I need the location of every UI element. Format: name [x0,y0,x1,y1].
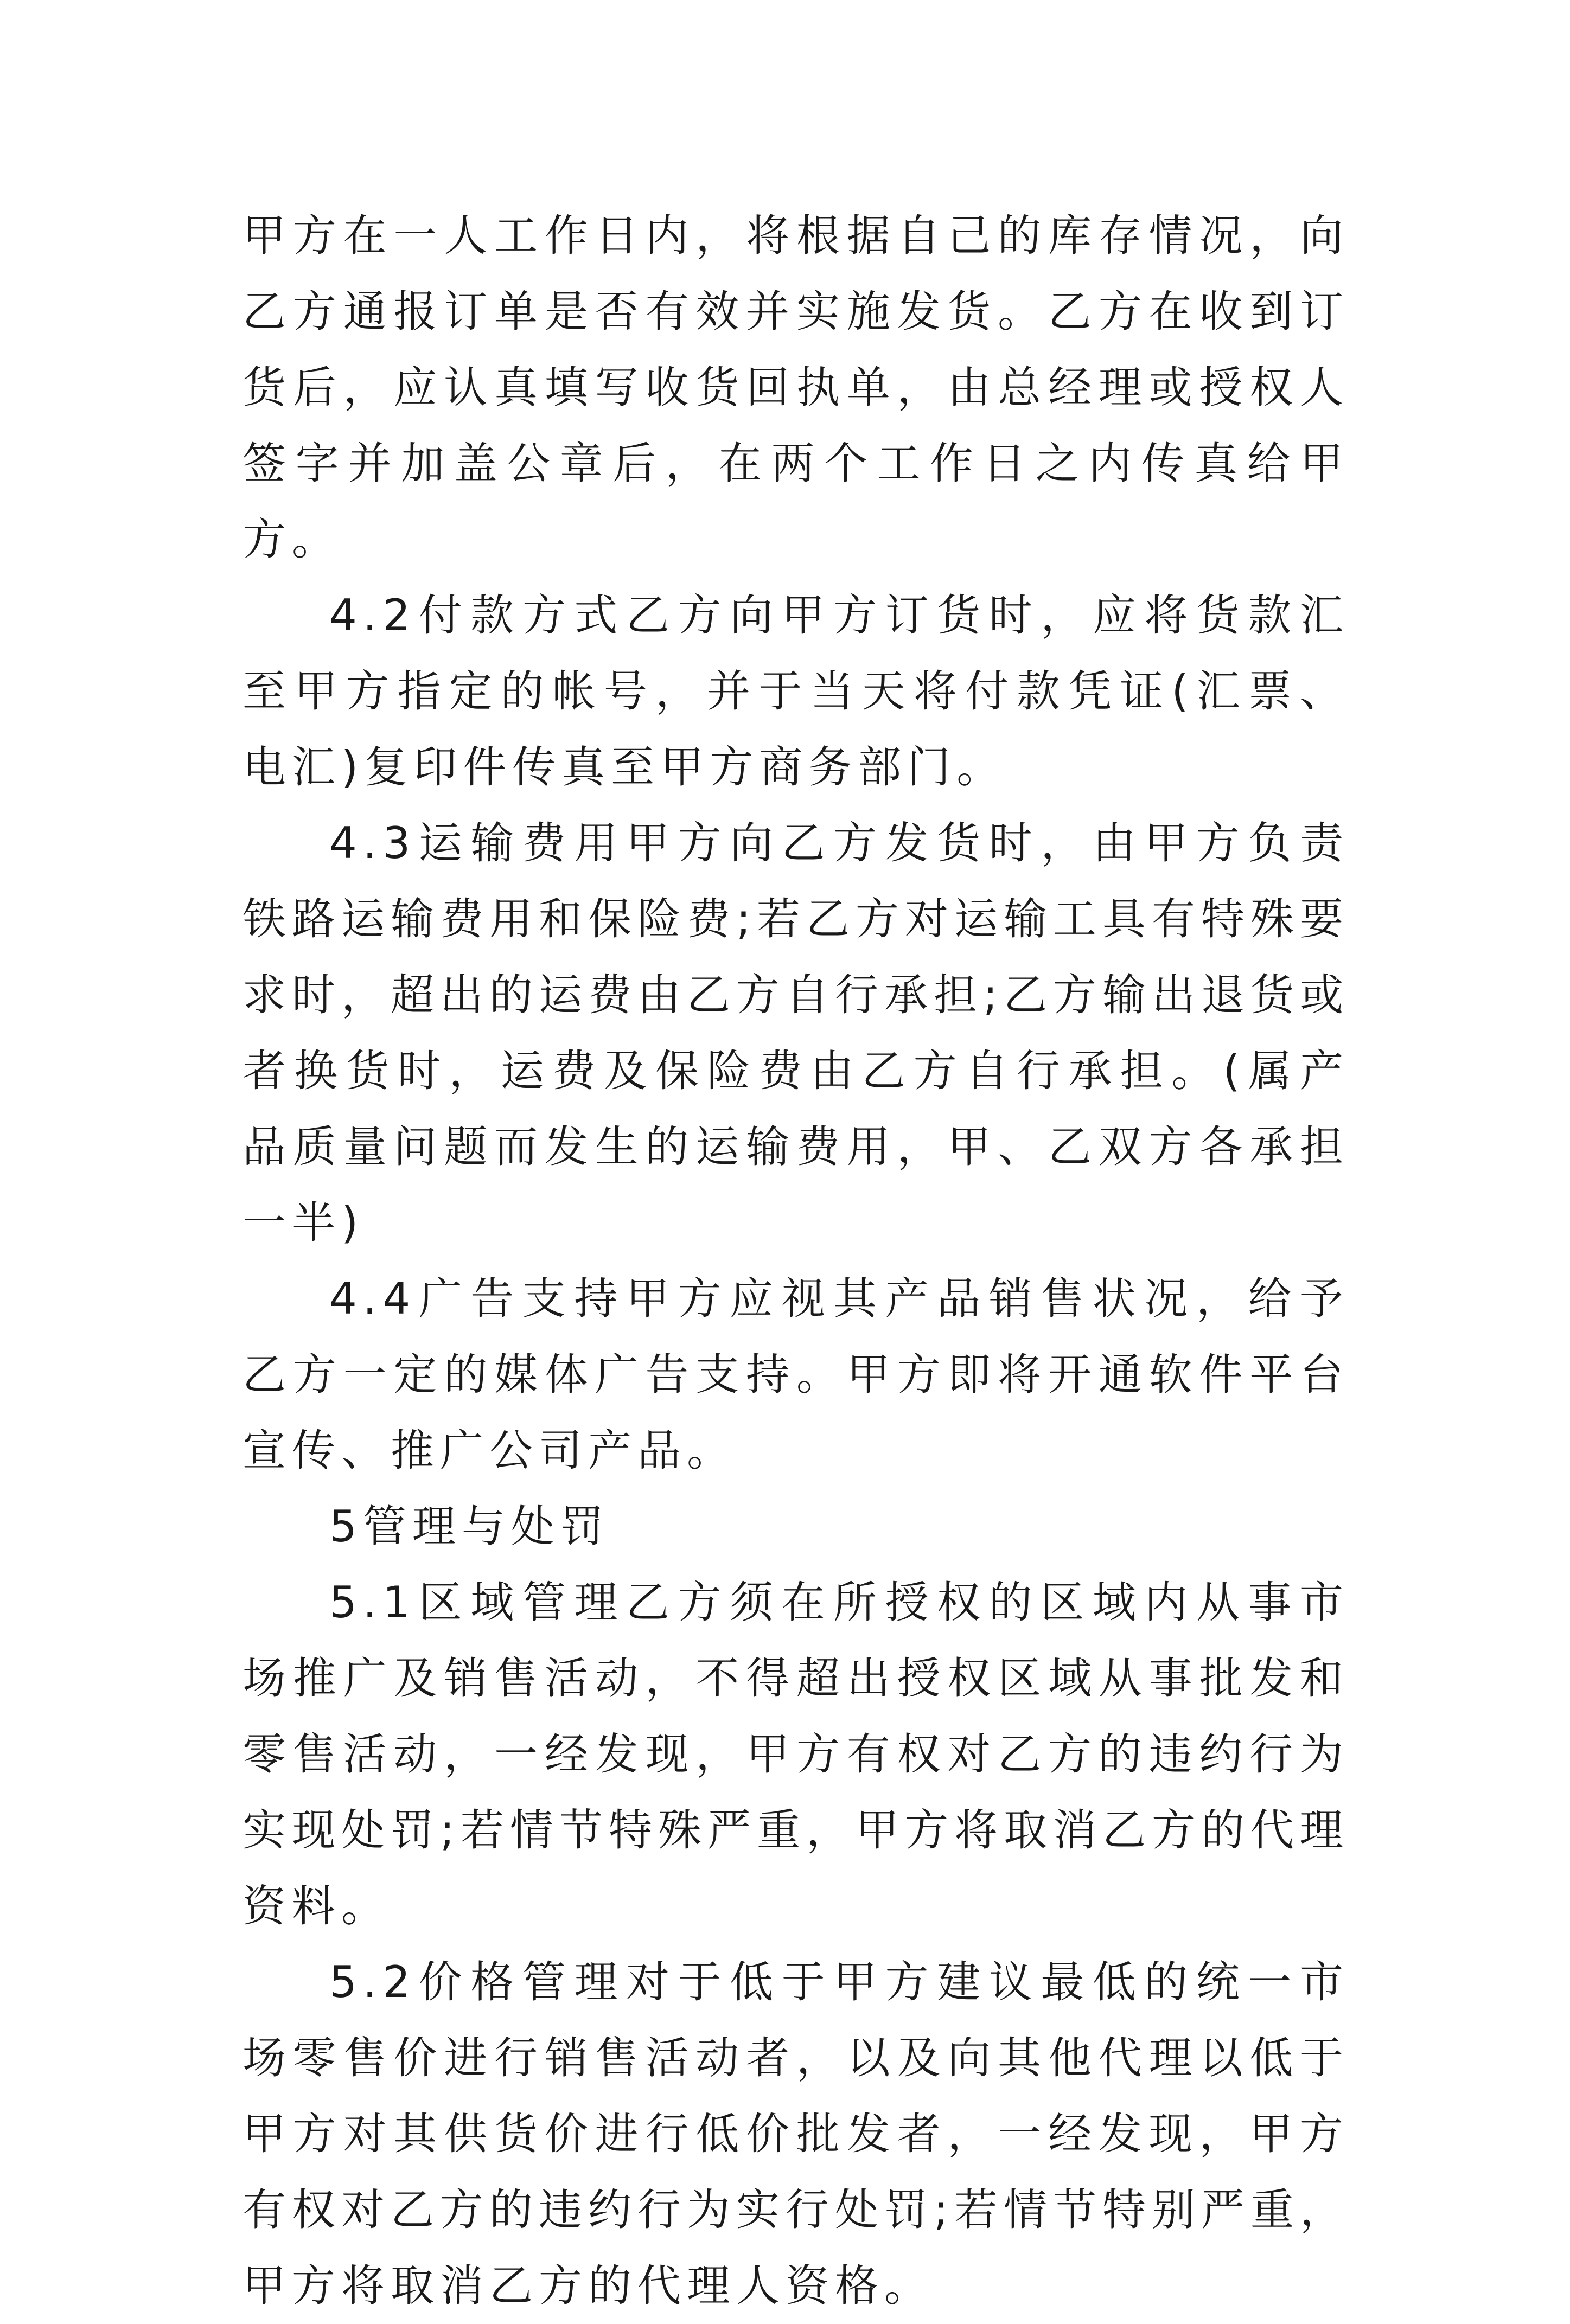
section-heading-5: 5管理与处罚 [329,1501,610,1552]
paragraph-4-2-payment: 4.2付款方式乙方向甲方订货时，应将货款汇至甲方指定的帐号，并于当天将付款凭证(汇票、电汇)复印件传真至甲方商务部门。 [242,590,1349,792]
paragraph-4-4-advertising: 4.4广告支持甲方应视其产品销售状况，给予乙方一定的媒体广告支持。甲方即将开通软件平台宣传、推广公司产品。 [242,1273,1349,1476]
paragraph-5-1-region: 5.1区域管理乙方须在所授权的区域内从事市场推广及销售活动，不得超出授权区域从事批发和零售活动，一经发现，甲方有权对乙方的违约行为实现处罚;若情节特殊严重，甲方将取消乙方的代理资料。 [242,1577,1349,1931]
paragraph-4-3-transport: 4.3运输费用甲方向乙方发货时，由甲方负责铁路运输费用和保险费;若乙方对运输工具有特殊要求时，超出的运费由乙方自行承担;乙方输出退货或者换货时，运费及保险费由乙方自行承担。(属产品质量问题而发生的运输费用，甲、乙双方各承担一半) [242,818,1349,1248]
document-body [242,198,1349,2324]
paragraph-delivery-continued: 甲方在一人工作日内，将根据自己的库存情况，向乙方通报订单是否有效并实施发货。乙方在收到订货后，应认真填写收货回执单，由总经理或授权人签字并加盖公章后，在两个工作日之内传真给甲方。 [242,210,1349,565]
paragraph-5-2-price: 5.2价格管理对于低于甲方建议最低的统一市场零售价进行销售活动者，以及向其他代理以低于甲方对其供货价进行低价批发者，一经发现，甲方有权对乙方的违约行为实行处罚;若情节特别严重，甲方将取消乙方的代理人资格。 [242,1957,1349,2311]
